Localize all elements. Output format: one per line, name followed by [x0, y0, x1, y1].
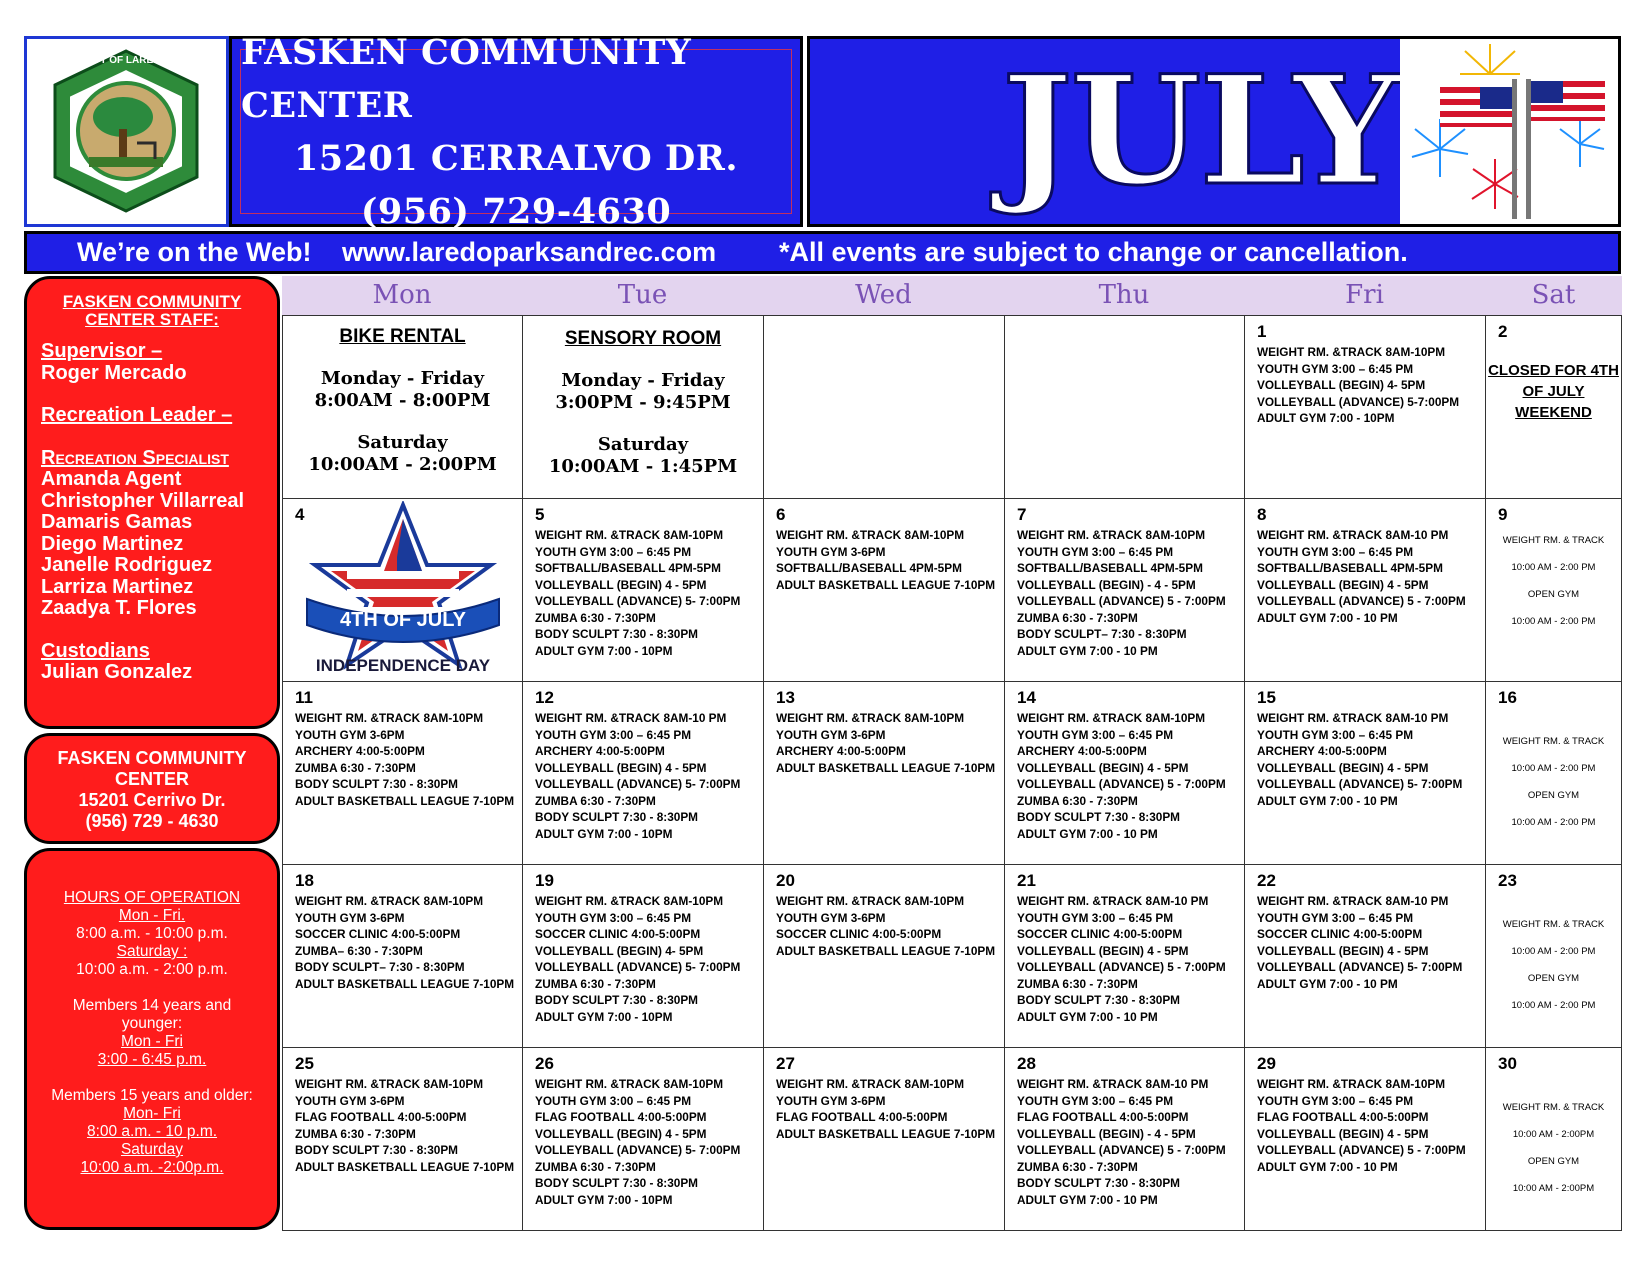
- activity-line: ZUMBA 6:30 - 7:30PM: [535, 976, 656, 991]
- bike-rental-title: BIKE RENTAL: [339, 326, 466, 347]
- activity-line: VOLLEYBALL (BEGIN) 4 - 5PM: [535, 577, 707, 592]
- calendar-cell: [763, 1047, 1005, 1231]
- activity-line: YOUTH GYM 3-6PM: [295, 727, 405, 742]
- older-days: Mon- Fri: [123, 1105, 181, 1122]
- day-number: 22: [1257, 871, 1276, 890]
- activity-line: 10:00 AM - 2:00 PM: [1511, 763, 1596, 774]
- activity-line: YOUTH GYM 3-6PM: [776, 910, 886, 925]
- calendar-cell: [1004, 498, 1245, 682]
- activity-line: YOUTH GYM 3:00 – 6:45 PM: [535, 910, 692, 925]
- activity-line: BODY SCULPT 7:30 - 8:30PM: [535, 810, 699, 824]
- custodian-name: Julian Gonzalez: [41, 661, 193, 683]
- activity-line: ADULT BASKETBALL LEAGUE 7-10PM: [295, 1159, 515, 1174]
- activity-line: WEIGHT RM. & TRACK: [1502, 1102, 1605, 1113]
- activity-line: YOUTH GYM 3-6PM: [295, 910, 405, 925]
- older-label: Members 15 years and older:: [51, 1087, 253, 1104]
- bike-sat: Saturday: [357, 432, 448, 453]
- activity-line: YOUTH GYM 3:00 – 6:45 PM: [1017, 544, 1174, 559]
- independence-day-graphic: [287, 501, 519, 679]
- activity-line: VOLLEYBALL (ADVANCE) 5 - 7:00PM: [1257, 1143, 1466, 1157]
- activity-line: ADULT GYM 7:00 - 10 PM: [1017, 1192, 1158, 1207]
- day-number: 25: [295, 1054, 314, 1073]
- activity-line: VOLLEYBALL (ADVANCE) 5 - 7:00PM: [1017, 594, 1226, 608]
- day-number: 30: [1498, 1054, 1517, 1073]
- older-sat-hours: 10:00 a.m. -2:00p.m.: [80, 1159, 224, 1176]
- activity-line: WEIGHT RM. & TRACK: [1502, 919, 1605, 930]
- activity-line: BODY SCULPT– 7:30 - 8:30PM: [1017, 627, 1187, 641]
- calendar-cell: [763, 681, 1005, 865]
- activity-line: WEIGHT RM. &TRACK 8AM-10PM: [776, 894, 965, 908]
- contact-panel: [24, 733, 280, 844]
- activity-line: VOLLEYBALL (BEGIN) 4 - 5PM: [1257, 760, 1429, 775]
- activity-line: WEIGHT RM. &TRACK 8AM-10PM: [535, 528, 724, 542]
- sensory-days: Monday - Friday: [561, 370, 725, 391]
- activity-line: YOUTH GYM 3:00 – 6:45 PM: [1257, 544, 1414, 559]
- activity-line: YOUTH GYM 3:00 – 6:45 PM: [1017, 727, 1174, 742]
- activity-line: ARCHERY 4:00-5:00PM: [295, 744, 425, 758]
- day-number: 2: [1498, 322, 1508, 341]
- activity-line: 10:00 AM - 2:00PM: [1512, 1183, 1595, 1194]
- activity-line: ZUMBA– 6:30 - 7:30PM: [295, 943, 423, 958]
- activity-line: VOLLEYBALL (BEGIN) 4- 5PM: [1257, 378, 1426, 392]
- activity-line: VOLLEYBALL (ADVANCE) 5- 7:00PM: [535, 777, 741, 791]
- hours-panel: [24, 848, 280, 1230]
- activity-line: VOLLEYBALL (BEGIN) 4 - 5PM: [1017, 943, 1189, 958]
- activity-line: ADULT BASKETBALL LEAGUE 7-10PM: [295, 976, 515, 991]
- day-number: 14: [1017, 688, 1036, 707]
- specialist-name: Diego Martinez: [41, 532, 184, 555]
- activity-line: ARCHERY 4:00-5:00PM: [1017, 744, 1147, 758]
- activity-line: VOLLEYBALL (BEGIN) 4 - 5PM: [535, 1126, 707, 1141]
- activity-list: [535, 527, 759, 659]
- activity-line: 10:00 AM - 2:00 PM: [1511, 616, 1596, 627]
- activity-line: WEIGHT RM. &TRACK 8AM-10PM: [1257, 345, 1446, 359]
- supervisor-label: Supervisor –: [41, 340, 163, 362]
- day-number: 20: [776, 871, 795, 890]
- activity-line: WEIGHT RM. &TRACK 8AM-10 PM: [1257, 711, 1449, 725]
- day-number: 21: [1017, 871, 1036, 890]
- sensory-hours: 3:00PM - 9:45PM: [555, 392, 731, 413]
- activity-line: ARCHERY 4:00-5:00PM: [535, 744, 665, 758]
- activity-line: YOUTH GYM 3:00 – 6:45 PM: [1257, 361, 1414, 376]
- weekday-hours: 8:00 a.m. - 10:00 p.m.: [76, 925, 228, 942]
- city-seal-icon: [27, 39, 226, 224]
- young-days: Mon - Fri: [121, 1033, 183, 1050]
- young-hours: 3:00 - 6:45 p.m.: [97, 1051, 207, 1068]
- hours-title: HOURS OF OPERATION: [63, 889, 241, 906]
- activity-line: BODY SCULPT 7:30 - 8:30PM: [1017, 1176, 1181, 1190]
- day-number: 6: [776, 505, 786, 524]
- activity-list: [1257, 893, 1481, 992]
- day-header-tue: Tue: [522, 276, 763, 315]
- activity-line: VOLLEYBALL (BEGIN) 4- 5PM: [535, 943, 704, 958]
- activity-line: VOLLEYBALL (ADVANCE) 5- 7:00PM: [1257, 777, 1463, 791]
- activity-line: BODY SCULPT 7:30 - 8:30PM: [1017, 993, 1181, 1007]
- day-header-thu: Thu: [1004, 276, 1244, 315]
- activity-line: WEIGHT RM. &TRACK 8AM-10PM: [1017, 528, 1206, 542]
- activity-list: [1257, 344, 1481, 427]
- activity-line: BODY SCULPT 7:30 - 8:30PM: [1017, 810, 1181, 824]
- flag-fireworks-image: [1400, 39, 1618, 224]
- specialist-name: Damaris Gamas: [41, 511, 193, 533]
- activity-line: BODY SCULPT 7:30 - 8:30PM: [535, 627, 699, 641]
- specialist-name: Zaadya T. Flores: [41, 597, 197, 619]
- activity-line: SOCCER CLINIC 4:00-5:00PM: [776, 927, 942, 941]
- activity-list: [535, 710, 759, 842]
- activity-line: WEIGHT RM. & TRACK: [1502, 535, 1605, 546]
- activity-line: YOUTH GYM 3:00 – 6:45 PM: [1017, 1093, 1174, 1108]
- activity-line: WEIGHT RM. &TRACK 8AM-10PM: [1257, 1077, 1446, 1091]
- older-hours: 8:00 a.m. - 10 p.m.: [86, 1123, 218, 1140]
- activity-line: ADULT BASKETBALL LEAGUE 7-10PM: [776, 577, 996, 592]
- activity-line: FLAG FOOTBALL 4:00-5:00PM: [1257, 1110, 1429, 1124]
- activity-line: FLAG FOOTBALL 4:00-5:00PM: [776, 1110, 948, 1124]
- calendar-cell: [522, 681, 764, 865]
- activity-line: SOCCER CLINIC 4:00-5:00PM: [295, 927, 461, 941]
- activity-line: ADULT GYM 7:00 - 10PM: [535, 826, 673, 841]
- day-number: 8: [1257, 505, 1267, 524]
- day-header-sat: Sat: [1485, 276, 1622, 315]
- activity-line: ZUMBA 6:30 - 7:30PM: [535, 1159, 656, 1174]
- activity-line: ADULT GYM 7:00 - 10 PM: [1017, 1009, 1158, 1024]
- activity-line: WEIGHT RM. &TRACK 8AM-10PM: [295, 894, 484, 908]
- activity-list: [295, 710, 518, 809]
- activity-list: [1017, 893, 1240, 1025]
- calendar-cell: [763, 864, 1005, 1048]
- month-header: [807, 36, 1621, 227]
- day-number: 16: [1498, 688, 1517, 707]
- calendar-cell: [1244, 498, 1486, 682]
- activity-line: ADULT GYM 7:00 - 10 PM: [1257, 976, 1398, 991]
- activity-line: VOLLEYBALL (ADVANCE) 5- 7:00PM: [1257, 960, 1463, 974]
- activity-line: WEIGHT RM. &TRACK 8AM-10PM: [776, 1077, 965, 1091]
- activity-line: VOLLEYBALL (ADVANCE) 5 - 7:00PM: [1257, 594, 1466, 608]
- activity-line: VOLLEYBALL (BEGIN) 4 - 5PM: [1257, 1126, 1429, 1141]
- activity-line: 10:00 AM - 2:00 PM: [1511, 1000, 1596, 1011]
- activity-line: VOLLEYBALL (ADVANCE) 5-7:00PM: [1257, 394, 1460, 409]
- specialist-name: Janelle Rodriguez: [41, 554, 213, 576]
- activity-line: YOUTH GYM 3-6PM: [776, 544, 886, 559]
- bike-hours: 8:00AM - 8:00PM: [314, 390, 491, 411]
- activity-line: ADULT BASKETBALL LEAGUE 7-10PM: [776, 943, 996, 958]
- activity-line: YOUTH GYM 3-6PM: [776, 727, 886, 742]
- activity-list: [535, 893, 759, 1025]
- activity-line: WEIGHT RM. &TRACK 8AM-10PM: [295, 1077, 484, 1091]
- activity-line: ZUMBA 6:30 - 7:30PM: [295, 1126, 416, 1141]
- activity-line: VOLLEYBALL (ADVANCE) 5 - 7:00PM: [1017, 960, 1226, 974]
- activity-list: [776, 1076, 1000, 1142]
- activity-line: BODY SCULPT 7:30 - 8:30PM: [295, 1143, 459, 1157]
- fireworks-icon: [1400, 39, 1618, 224]
- month-title: JULY: [1001, 43, 1399, 219]
- bike-sat-hours: 10:00AM - 2:00PM: [308, 454, 497, 475]
- activity-list: [1257, 1076, 1481, 1175]
- activity-line: VOLLEYBALL (BEGIN) - 4 - 5PM: [1017, 1126, 1196, 1141]
- center-address: 15201 CERRALVO DR.: [293, 137, 739, 179]
- bike-days: Monday - Friday: [320, 368, 485, 389]
- change-notice: *All events are subject to change or cancellation.: [779, 237, 1408, 267]
- day-number: 29: [1257, 1054, 1276, 1073]
- leader-label: Recreation Leader –: [41, 404, 233, 426]
- weekday-label: Mon - Fri.: [118, 907, 186, 924]
- web-banner: [24, 231, 1621, 274]
- activity-line: ZUMBA 6:30 - 7:30PM: [295, 760, 416, 775]
- activity-line: WEIGHT RM. & TRACK: [1502, 736, 1605, 747]
- calendar-grid: [282, 276, 1622, 1231]
- calendar-cell-empty: [763, 315, 1005, 499]
- activity-line: WEIGHT RM. &TRACK 8AM-10 PM: [1017, 894, 1209, 908]
- sensory-room-info: [522, 315, 764, 499]
- activity-line: FLAG FOOTBALL 4:00-5:00PM: [295, 1110, 467, 1124]
- calendar-cell: [522, 864, 764, 1048]
- activity-line: ZUMBA 6:30 - 7:30PM: [1017, 976, 1138, 991]
- day-number: 18: [295, 871, 314, 890]
- activity-line: WEIGHT RM. &TRACK 8AM-10PM: [535, 1077, 724, 1091]
- sensory-room-title: SENSORY ROOM: [564, 328, 722, 349]
- activity-line: SOCCER CLINIC 4:00-5:00PM: [535, 927, 701, 941]
- activity-line: YOUTH GYM 3:00 – 6:45 PM: [535, 544, 692, 559]
- activity-line: ZUMBA 6:30 - 7:30PM: [535, 793, 656, 808]
- activity-line: ZUMBA 6:30 - 7:30PM: [1017, 610, 1138, 625]
- activity-line: ADULT GYM 7:00 - 10PM: [535, 1192, 673, 1207]
- activity-line: YOUTH GYM 3-6PM: [776, 1093, 886, 1108]
- older-sat-label: Saturday: [120, 1141, 184, 1158]
- activity-list: [1486, 1094, 1621, 1202]
- activity-line: WEIGHT RM. &TRACK 8AM-10PM: [535, 894, 724, 908]
- center-info-header: [229, 31, 803, 232]
- activity-line: OPEN GYM: [1527, 790, 1580, 801]
- sensory-sat: Saturday: [597, 434, 689, 455]
- activity-line: WEIGHT RM. &TRACK 8AM-10PM: [1017, 711, 1206, 725]
- activity-list: [1257, 710, 1481, 809]
- day-number: 19: [535, 871, 554, 890]
- calendar-cell: [282, 498, 523, 682]
- activity-line: YOUTH GYM 3:00 – 6:45 PM: [535, 1093, 692, 1108]
- day-number: 23: [1498, 871, 1517, 890]
- activity-line: OPEN GYM: [1527, 973, 1580, 984]
- center-name: FASKEN COMMUNITY CENTER: [241, 31, 692, 126]
- activity-line: FLAG FOOTBALL 4:00-5:00PM: [1017, 1110, 1189, 1124]
- calendar-cell: [522, 498, 764, 682]
- activity-list: [1017, 527, 1240, 659]
- activity-line: ADULT GYM 7:00 - 10 PM: [1257, 610, 1398, 625]
- day-number: 5: [535, 505, 545, 524]
- activity-line: VOLLEYBALL (ADVANCE) 5 - 7:00PM: [1017, 1143, 1226, 1157]
- activity-line: VOLLEYBALL (ADVANCE) 5- 7:00PM: [535, 594, 741, 608]
- activity-list: [1486, 911, 1621, 1019]
- activity-line: YOUTH GYM 3-6PM: [295, 1093, 405, 1108]
- staff-panel: [24, 276, 280, 729]
- activity-line: ADULT GYM 7:00 - 10 PM: [1017, 826, 1158, 841]
- activity-line: YOUTH GYM 3:00 – 6:45 PM: [1257, 910, 1414, 925]
- activity-line: ADULT GYM 7:00 - 10PM: [535, 1009, 673, 1024]
- activity-line: WEIGHT RM. &TRACK 8AM-10PM: [776, 528, 965, 542]
- day-number: 13: [776, 688, 795, 707]
- activity-line: SOFTBALL/BASEBALL 4PM-5PM: [776, 561, 962, 575]
- activity-line: ADULT GYM 7:00 - 10 PM: [1257, 1159, 1398, 1174]
- activity-line: YOUTH GYM 3:00 – 6:45 PM: [1017, 910, 1174, 925]
- calendar-cell: [763, 498, 1005, 682]
- activity-line: VOLLEYBALL (BEGIN) 4 - 5PM: [1017, 760, 1189, 775]
- bike-rental-info: [282, 315, 523, 499]
- activity-line: YOUTH GYM 3:00 – 6:45 PM: [1257, 1093, 1414, 1108]
- activity-list: [295, 1076, 518, 1175]
- calendar-cell: [1244, 1047, 1486, 1231]
- activity-line: 10:00 AM - 2:00 PM: [1511, 946, 1596, 957]
- activity-line: VOLLEYBALL (BEGIN) 4 - 5PM: [1257, 577, 1429, 592]
- day-number: 11: [295, 688, 313, 707]
- activity-list: [535, 1076, 759, 1208]
- activity-line: ARCHERY 4:00-5:00PM: [1257, 744, 1387, 758]
- activity-line: ARCHERY 4:00-5:00PM: [776, 744, 906, 758]
- calendar-cell: [1485, 1047, 1622, 1231]
- day-number: 28: [1017, 1054, 1036, 1073]
- activity-list: [1486, 527, 1621, 635]
- activity-line: SOFTBALL/BASEBALL 4PM-5PM: [535, 561, 721, 575]
- activity-line: YOUTH GYM 3:00 – 6:45 PM: [535, 727, 692, 742]
- activity-list: [295, 893, 518, 992]
- activity-line: ADULT GYM 7:00 - 10 PM: [1017, 643, 1158, 658]
- activity-list: [1017, 710, 1240, 842]
- saturday-hours: 10:00 a.m. - 2:00 p.m.: [76, 961, 228, 978]
- saturday-label: Saturday :: [116, 943, 188, 960]
- activity-list: [1017, 1076, 1240, 1208]
- website-link[interactable]: www.laredoparksandrec.com: [342, 237, 717, 267]
- activity-line: BODY SCULPT 7:30 - 8:30PM: [535, 1176, 699, 1190]
- activity-line: 10:00 AM - 2:00 PM: [1511, 817, 1596, 828]
- activity-list: [776, 710, 1000, 776]
- calendar-cell: [1244, 315, 1486, 499]
- activity-line: SOFTBALL/BASEBALL 4PM-5PM: [1257, 561, 1443, 575]
- activity-list: [776, 527, 1000, 593]
- calendar-cell: [1485, 315, 1622, 499]
- custodians-label: Custodians: [41, 639, 150, 662]
- closed-notice: CLOSED FOR 4TH OF JULY WEEKEND: [1488, 362, 1619, 421]
- activity-line: VOLLEYBALL (BEGIN) - 4 - 5PM: [1017, 577, 1196, 592]
- calendar-cell: [282, 1047, 523, 1231]
- contact-address: 15201 Cerrivo Dr.: [78, 790, 226, 810]
- specialist-name: Christopher Villarreal: [41, 489, 245, 512]
- web-label: We’re on the Web!: [77, 237, 312, 267]
- activity-line: VOLLEYBALL (ADVANCE) 5- 7:00PM: [535, 1143, 741, 1157]
- calendar-cell: [282, 681, 523, 865]
- activity-line: ZUMBA 6:30 - 7:30PM: [1017, 1159, 1138, 1174]
- day-number: 12: [535, 688, 554, 707]
- contact-name: FASKEN COMMUNITY CENTER: [57, 748, 247, 789]
- activity-line: VOLLEYBALL (BEGIN) 4 - 5PM: [535, 760, 707, 775]
- activity-line: OPEN GYM: [1527, 1156, 1580, 1167]
- activity-line: SOCCER CLINIC 4:00-5:00PM: [1257, 927, 1423, 941]
- calendar-cell-empty: [1004, 315, 1245, 499]
- day-header-fri: Fri: [1244, 276, 1485, 315]
- activity-line: SOCCER CLINIC 4:00-5:00PM: [1017, 927, 1183, 941]
- day-number: 26: [535, 1054, 554, 1073]
- contact-phone: (956) 729 - 4630: [85, 811, 219, 831]
- activity-line: WEIGHT RM. &TRACK 8AM-10 PM: [1017, 1077, 1209, 1091]
- activity-line: BODY SCULPT 7:30 - 8:30PM: [535, 993, 699, 1007]
- calendar-cell: [1485, 864, 1622, 1048]
- activity-line: WEIGHT RM. &TRACK 8AM-10 PM: [535, 711, 727, 725]
- activity-line: 10:00 AM - 2:00 PM: [1511, 562, 1596, 573]
- activity-line: 10:00 AM - 2:00PM: [1512, 1129, 1595, 1140]
- activity-line: ADULT BASKETBALL LEAGUE 7-10PM: [776, 760, 996, 775]
- activity-line: VOLLEYBALL (BEGIN) 4 - 5PM: [1257, 943, 1429, 958]
- day-number: 1: [1257, 322, 1267, 341]
- day-number: 15: [1257, 688, 1276, 707]
- activity-line: VOLLEYBALL (ADVANCE) 5- 7:00PM: [535, 960, 741, 974]
- calendar-cell: [1004, 1047, 1245, 1231]
- specialist-name: Larriza Martinez: [41, 575, 194, 598]
- activity-list: [1486, 728, 1621, 836]
- day-number: 27: [776, 1054, 795, 1073]
- parks-logo: [24, 36, 229, 227]
- activity-line: ADULT GYM 7:00 - 10 PM: [1257, 793, 1398, 808]
- activity-list: [776, 893, 1000, 959]
- center-phone: (956) 729-4630: [360, 190, 672, 232]
- activity-line: ZUMBA 6:30 - 7:30PM: [1017, 793, 1138, 808]
- activity-line: WEIGHT RM. &TRACK 8AM-10 PM: [1257, 894, 1449, 908]
- activity-line: BODY SCULPT– 7:30 - 8:30PM: [295, 960, 465, 974]
- calendar-cell: [1485, 498, 1622, 682]
- activity-line: YOUTH GYM 3:00 – 6:45 PM: [1257, 727, 1414, 742]
- calendar-cell: [522, 1047, 764, 1231]
- staff-title: FASKEN COMMUNITY CENTER STAFF:: [62, 292, 242, 329]
- activity-line: VOLLEYBALL (ADVANCE) 5 - 7:00PM: [1017, 777, 1226, 791]
- activity-line: ADULT BASKETBALL LEAGUE 7-10PM: [776, 1126, 996, 1141]
- svg-text:CITY OF LAREDO: CITY OF LAREDO: [83, 55, 169, 66]
- activity-line: ADULT BASKETBALL LEAGUE 7-10PM: [295, 793, 515, 808]
- supervisor-name: Roger Mercado: [41, 361, 187, 384]
- calendar-cell: [282, 864, 523, 1048]
- activity-line: WEIGHT RM. &TRACK 8AM-10PM: [295, 711, 484, 725]
- sensory-sat-hours: 10:00AM - 1:45PM: [548, 456, 738, 477]
- specialist-label: Recreation Specialist: [41, 446, 229, 469]
- activity-line: WEIGHT RM. &TRACK 8AM-10 PM: [1257, 528, 1449, 542]
- activity-list: [1257, 527, 1481, 626]
- activity-line: ADULT GYM 7:00 - 10PM: [535, 643, 673, 658]
- july4-banner-text: 4TH OF JULY: [340, 609, 466, 631]
- activity-line: FLAG FOOTBALL 4:00-5:00PM: [535, 1110, 707, 1124]
- calendar-cell: [1485, 681, 1622, 865]
- calendar-cell: [1244, 681, 1486, 865]
- activity-line: SOFTBALL/BASEBALL 4PM-5PM: [1017, 561, 1203, 575]
- calendar-cell: [1004, 864, 1245, 1048]
- independence-day-text: INDEPENDENCE DAY: [315, 656, 491, 675]
- day-header-wed: Wed: [763, 276, 1004, 315]
- activity-line: OPEN GYM: [1527, 589, 1580, 600]
- young-label: Members 14 years and younger:: [72, 997, 232, 1032]
- day-number: 9: [1498, 505, 1508, 524]
- calendar-cell: [1244, 864, 1486, 1048]
- activity-line: ZUMBA 6:30 - 7:30PM: [535, 610, 656, 625]
- activity-line: BODY SCULPT 7:30 - 8:30PM: [295, 777, 459, 791]
- day-number: 4: [295, 505, 305, 524]
- day-number: 7: [1017, 505, 1027, 524]
- calendar-cell: [1004, 681, 1245, 865]
- activity-line: WEIGHT RM. &TRACK 8AM-10PM: [776, 711, 965, 725]
- activity-line: ADULT GYM 7:00 - 10PM: [1257, 411, 1395, 425]
- day-header-mon: Mon: [282, 276, 522, 315]
- specialist-name: Amanda Agent: [41, 468, 182, 490]
